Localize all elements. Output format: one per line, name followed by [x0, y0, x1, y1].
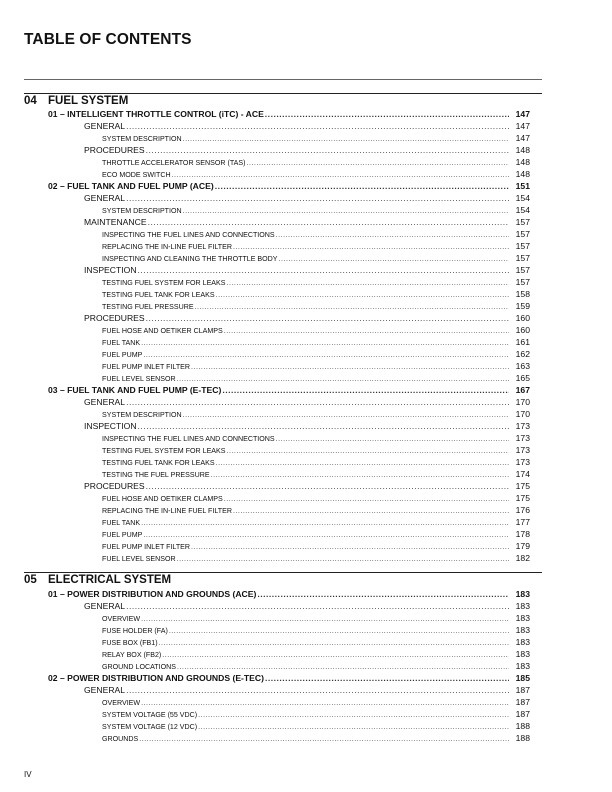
topic-entry[interactable] — [102, 288, 530, 300]
page-number: 159 — [515, 301, 530, 311]
topic-entry[interactable] — [102, 468, 530, 480]
dot-leader — [126, 684, 509, 696]
topic-entry[interactable] — [102, 540, 530, 552]
dot-leader — [146, 480, 509, 492]
subsection-entry[interactable] — [84, 264, 530, 276]
entry-title: 03 – FUEL TANK AND FUEL PUMP (E-TEC) — [48, 385, 222, 395]
page-number: 157 — [515, 217, 530, 227]
subsection-entry[interactable] — [84, 120, 530, 132]
page-number: 162 — [515, 349, 530, 359]
entry-title: FUEL PUMP — [102, 531, 143, 539]
topic-entry[interactable] — [102, 516, 530, 528]
entry-title: INSPECTING AND CLEANING THE THROTTLE BODY — [102, 255, 278, 263]
entry-title: TESTING THE FUEL PRESSURE — [102, 471, 210, 479]
page-number: 170 — [515, 397, 530, 407]
entry-title: SYSTEM VOLTAGE (55 VDC) — [102, 711, 198, 719]
entry-title: INSPECTION — [84, 265, 137, 275]
page-number: 173 — [515, 445, 530, 455]
page-number: 179 — [515, 541, 530, 551]
topic-entry[interactable] — [102, 300, 530, 312]
entry-title: GROUNDS — [102, 735, 139, 743]
topic-entry[interactable] — [102, 348, 530, 360]
entry-title: TESTING FUEL TANK FOR LEAKS — [102, 459, 215, 467]
page-number: 151 — [515, 181, 530, 191]
page-number: 165 — [515, 373, 530, 383]
page-number: 183 — [515, 649, 530, 659]
topic-entry[interactable] — [102, 168, 530, 180]
page-title: TABLE OF CONTENTS — [24, 31, 192, 48]
entry-title: FUEL PUMP INLET FILTER — [102, 543, 191, 551]
dot-leader — [265, 108, 509, 120]
dot-leader — [126, 192, 509, 204]
entry-title: REPLACING THE IN-LINE FUEL FILTER — [102, 243, 232, 251]
page-number: 157 — [515, 241, 530, 251]
page-number: 163 — [515, 361, 530, 371]
page-number: 157 — [515, 229, 530, 239]
subsection-entry[interactable] — [84, 216, 530, 228]
page-number: 170 — [515, 409, 530, 419]
entry-title: TESTING FUEL TANK FOR LEAKS — [102, 291, 215, 299]
entry-title: 01 – POWER DISTRIBUTION AND GROUNDS (ACE) — [48, 589, 257, 599]
subsection-entry[interactable] — [84, 144, 530, 156]
topic-entry[interactable] — [102, 228, 530, 240]
page-number: 183 — [515, 601, 530, 611]
topic-entry[interactable] — [102, 336, 530, 348]
page-number: 147 — [515, 109, 530, 119]
subsection-entry[interactable] — [84, 420, 530, 432]
page-number: 148 — [515, 157, 530, 167]
entry-title: ECO MODE SWITCH — [102, 171, 171, 179]
chapter-entry[interactable] — [48, 588, 530, 600]
entry-title: GENERAL — [84, 193, 126, 203]
entry-title: FUSE BOX (FB1) — [102, 639, 158, 647]
dot-leader — [265, 672, 509, 684]
page-number: 175 — [515, 493, 530, 503]
subsection-entry[interactable] — [84, 600, 530, 612]
dot-leader — [222, 384, 509, 396]
entry-title: SYSTEM VOLTAGE (12 VDC) — [102, 723, 198, 731]
entry-title: RELAY BOX (FB2) — [102, 651, 162, 659]
page-number: 157 — [515, 253, 530, 263]
section-title: ELECTRICAL SYSTEM — [48, 574, 172, 586]
entry-title: GROUND LOCATIONS — [102, 663, 176, 671]
page-number: 185 — [515, 673, 530, 683]
dot-leader — [138, 264, 509, 276]
section-heading — [24, 94, 530, 108]
topic-entry[interactable] — [102, 732, 530, 744]
page-number: 148 — [515, 145, 530, 155]
page-number: 188 — [515, 721, 530, 731]
entry-title: 01 – INTELLIGENT THROTTLE CONTROL (iTC) - ACE — [48, 109, 264, 119]
page-number: 160 — [515, 313, 530, 323]
subsection-entry[interactable] — [84, 684, 530, 696]
page-number: 183 — [515, 589, 530, 599]
dot-leader — [139, 733, 509, 745]
topic-entry[interactable] — [102, 648, 530, 660]
page-number: 148 — [515, 169, 530, 179]
page-number: 158 — [515, 289, 530, 299]
entry-title: OVERVIEW — [102, 615, 141, 623]
page-number: 187 — [515, 709, 530, 719]
chapter-entry[interactable] — [48, 384, 530, 396]
page-number: 147 — [515, 133, 530, 143]
chapter-entry[interactable] — [48, 108, 530, 120]
topic-entry[interactable] — [102, 372, 530, 384]
page-number: 183 — [515, 661, 530, 671]
page-number: 161 — [515, 337, 530, 347]
page-number: 182 — [515, 553, 530, 563]
entry-title: FUEL TANK — [102, 339, 141, 347]
section-number: 04 — [24, 95, 37, 107]
title-rule — [24, 79, 542, 80]
entry-title: FUSE HOLDER (FA) — [102, 627, 168, 635]
topic-entry[interactable] — [102, 696, 530, 708]
subsection-entry[interactable] — [84, 192, 530, 204]
dot-leader — [215, 180, 509, 192]
topic-entry[interactable] — [102, 720, 530, 732]
page-number: 154 — [515, 205, 530, 215]
topic-entry[interactable] — [102, 132, 530, 144]
entry-title: TESTING FUEL SYSTEM FOR LEAKS — [102, 447, 226, 455]
topic-entry[interactable] — [102, 612, 530, 624]
page-number: 183 — [515, 625, 530, 635]
section-title: FUEL SYSTEM — [48, 95, 129, 107]
subsection-entry[interactable] — [84, 480, 530, 492]
dot-leader — [146, 312, 509, 324]
dot-leader — [177, 553, 509, 565]
topic-entry[interactable] — [102, 660, 530, 672]
entry-title: INSPECTING THE FUEL LINES AND CONNECTIONS — [102, 231, 275, 239]
entry-title: GENERAL — [84, 121, 126, 131]
entry-title: FUEL LEVEL SENSOR — [102, 555, 176, 563]
page-number: 183 — [515, 613, 530, 623]
topic-entry[interactable] — [102, 492, 530, 504]
entry-title: FUEL PUMP INLET FILTER — [102, 363, 191, 371]
page-number: 177 — [515, 517, 530, 527]
topic-entry[interactable] — [102, 156, 530, 168]
topic-entry[interactable] — [102, 276, 530, 288]
entry-title: FUEL TANK — [102, 519, 141, 527]
page-number: 187 — [515, 697, 530, 707]
page-number: 147 — [515, 121, 530, 131]
subsection-entry[interactable] — [84, 396, 530, 408]
entry-title: PROCEDURES — [84, 481, 145, 491]
entry-title: SYSTEM DESCRIPTION — [102, 207, 182, 215]
topic-entry[interactable] — [102, 552, 530, 564]
dot-leader — [126, 120, 509, 132]
section-heading — [24, 573, 530, 587]
page-footer: IV — [24, 770, 32, 779]
topic-entry[interactable] — [102, 408, 530, 420]
page-number: 160 — [515, 325, 530, 335]
entry-title: FUEL HOSE AND OETIKER CLAMPS — [102, 495, 223, 503]
dot-leader — [126, 600, 509, 612]
page-number: 183 — [515, 637, 530, 647]
entry-title: REPLACING THE IN-LINE FUEL FILTER — [102, 507, 232, 515]
entry-title: PROCEDURES — [84, 313, 145, 323]
topic-entry[interactable] — [102, 624, 530, 636]
page-number: 176 — [515, 505, 530, 515]
entry-title: THROTTLE ACCELERATOR SENSOR (TAS) — [102, 159, 246, 167]
entry-title: GENERAL — [84, 601, 126, 611]
entry-title: FUEL PUMP — [102, 351, 143, 359]
entry-title: 02 – FUEL TANK AND FUEL PUMP (ACE) — [48, 181, 214, 191]
dot-leader — [146, 144, 509, 156]
chapter-entry[interactable] — [48, 180, 530, 192]
entry-title: FUEL LEVEL SENSOR — [102, 375, 176, 383]
entry-title: GENERAL — [84, 397, 126, 407]
page-number: 173 — [515, 421, 530, 431]
page-number: 173 — [515, 433, 530, 443]
page-number: 188 — [515, 733, 530, 743]
chapter-entry[interactable] — [48, 672, 530, 684]
page-number: 178 — [515, 529, 530, 539]
topic-entry[interactable] — [102, 456, 530, 468]
page-number: 187 — [515, 685, 530, 695]
page-number: 175 — [515, 481, 530, 491]
dot-leader — [138, 420, 509, 432]
entry-title: INSPECTING THE FUEL LINES AND CONNECTIONS — [102, 435, 275, 443]
entry-title: INSPECTION — [84, 421, 137, 431]
subsection-entry[interactable] — [84, 312, 530, 324]
entry-title: SYSTEM DESCRIPTION — [102, 411, 182, 419]
topic-entry[interactable] — [102, 444, 530, 456]
entry-title: MAINTENANCE — [84, 217, 147, 227]
entry-title: GENERAL — [84, 685, 126, 695]
page-number: 174 — [515, 469, 530, 479]
page-number: 167 — [515, 385, 530, 395]
topic-entry[interactable] — [102, 240, 530, 252]
page-number: 157 — [515, 265, 530, 275]
entry-title: TESTING FUEL PRESSURE — [102, 303, 194, 311]
entry-title: FUEL HOSE AND OETIKER CLAMPS — [102, 327, 223, 335]
dot-leader — [257, 588, 509, 600]
entry-title: PROCEDURES — [84, 145, 145, 155]
entry-title: TESTING FUEL SYSTEM FOR LEAKS — [102, 279, 226, 287]
topic-entry[interactable] — [102, 324, 530, 336]
topic-entry[interactable] — [102, 708, 530, 720]
dot-leader — [148, 216, 509, 228]
entry-title: 02 – POWER DISTRIBUTION AND GROUNDS (E-TEC) — [48, 673, 264, 683]
topic-entry[interactable] — [102, 528, 530, 540]
page-number: 173 — [515, 457, 530, 467]
entry-title: OVERVIEW — [102, 699, 141, 707]
topic-entry[interactable] — [102, 432, 530, 444]
page-number: 157 — [515, 277, 530, 287]
section-number: 05 — [24, 574, 37, 586]
dot-leader — [126, 396, 509, 408]
page-number: 154 — [515, 193, 530, 203]
topic-entry[interactable] — [102, 360, 530, 372]
topic-entry[interactable] — [102, 204, 530, 216]
topic-entry[interactable] — [102, 252, 530, 264]
topic-entry[interactable] — [102, 504, 530, 516]
topic-entry[interactable] — [102, 636, 530, 648]
entry-title: SYSTEM DESCRIPTION — [102, 135, 182, 143]
